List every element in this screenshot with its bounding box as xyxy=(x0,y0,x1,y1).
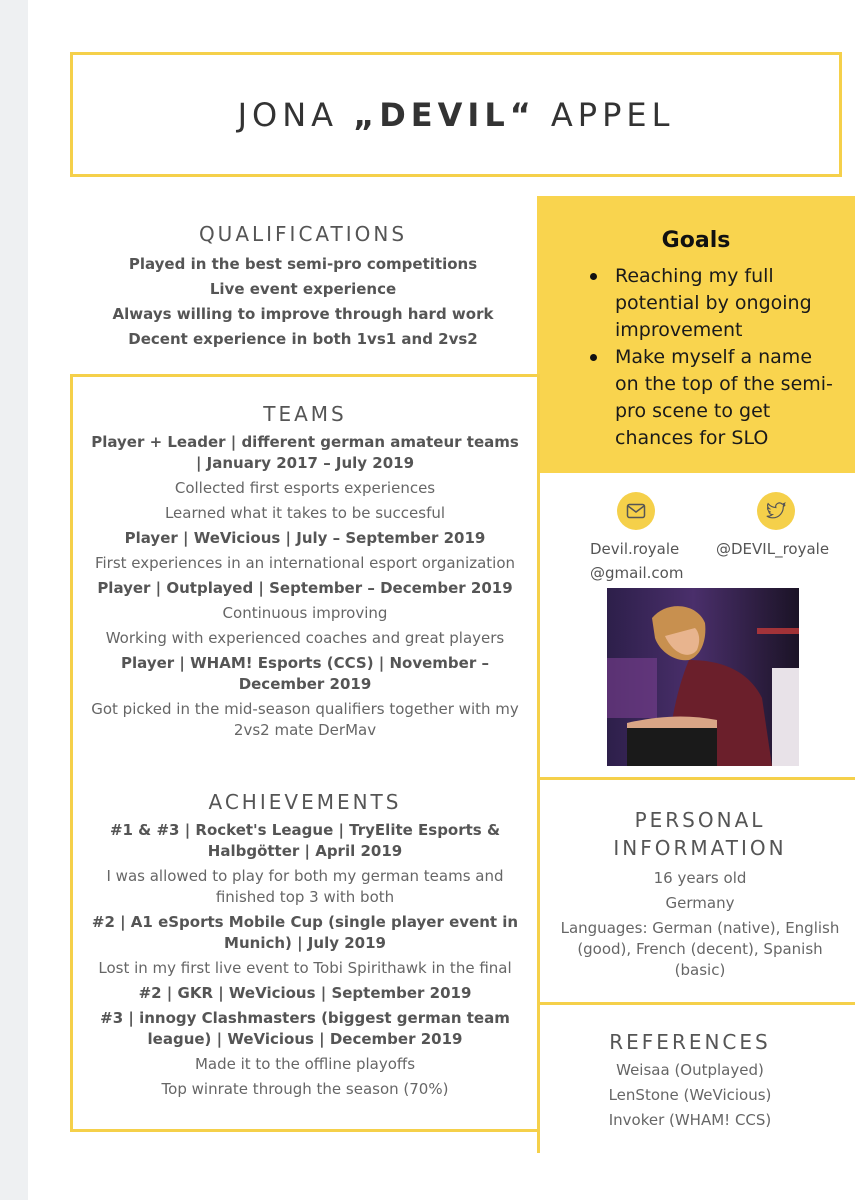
nickname: DEVIL xyxy=(379,95,510,134)
references-section xyxy=(560,1030,820,1131)
achievement-detail: Top winrate through the season (70%) xyxy=(161,1080,449,1098)
first-name: JONA xyxy=(237,95,354,134)
languages: Languages: German (native), English (good), French (decent), Spanish (basic) xyxy=(560,919,840,979)
country: Germany xyxy=(665,894,735,912)
twitter-bird-icon[interactable] xyxy=(757,492,795,530)
teams-title: TEAMS xyxy=(263,402,347,426)
reference-item: LenStone (WeVicious) xyxy=(608,1086,772,1104)
achievements-title: ACHIEVEMENTS xyxy=(208,790,402,814)
achievement-detail: Made it to the offline playoffs xyxy=(194,1055,416,1073)
achievement-heading: #3 | innogy Clashmasters (biggest german team league) | WeVicious | December 2019 xyxy=(100,1009,510,1048)
team-detail: Working with experienced coaches and great players xyxy=(105,629,505,647)
team-detail: First experiences in an international esport organization xyxy=(94,554,516,572)
achievement-detail: Lost in my first live event to Tobi Spirithawk in the final xyxy=(98,959,512,977)
goals-box xyxy=(537,196,855,473)
references-title: REFERENCES xyxy=(609,1030,771,1054)
mail-icon[interactable] xyxy=(617,492,655,530)
nickname-close-quote: “ xyxy=(509,95,536,134)
qualifications-section xyxy=(70,222,536,352)
goals-list xyxy=(537,263,855,452)
team-detail: Learned what it takes to be succesful xyxy=(164,504,446,522)
divider-horizontal xyxy=(537,1002,855,1005)
header-box xyxy=(70,52,842,177)
personal-information-section xyxy=(560,806,840,981)
team-detail: Continuous improving xyxy=(222,604,388,622)
qualification-item: Always willing to improve through hard work xyxy=(112,305,494,323)
achievement-detail: I was allowed to play for both my german teams and finished top 3 with both xyxy=(106,867,504,906)
last-name: APPEL xyxy=(535,95,675,134)
twitter-handle[interactable]: @DEVIL_royale xyxy=(716,540,830,558)
team-heading: Player + Leader | different german amateur teams | January 2017 – July 2019 xyxy=(91,433,519,472)
qualifications-title: QUALIFICATIONS xyxy=(198,222,408,246)
personal-title-line2: INFORMATION xyxy=(613,836,787,860)
qualification-item: Played in the best semi-pro competitions xyxy=(128,255,478,273)
page-margin-strip xyxy=(0,0,28,1200)
age: 16 years old xyxy=(653,869,747,887)
goals-title: Goals xyxy=(661,228,731,253)
page-title xyxy=(238,96,675,134)
email-line: Devil.royale xyxy=(590,540,680,558)
achievement-heading: #2 | GKR | WeVicious | September 2019 xyxy=(138,984,472,1002)
qualification-item: Decent experience in both 1vs1 and 2vs2 xyxy=(128,330,478,348)
personal-title-line1: PERSONAL xyxy=(634,808,766,832)
email-line: @gmail.com xyxy=(590,564,684,582)
achievement-heading: #2 | A1 eSports Mobile Cup (single player event in Munich) | July 2019 xyxy=(91,913,519,952)
team-detail: Got picked in the mid-season qualifiers together with my 2vs2 mate DerMav xyxy=(91,700,519,739)
reference-item: Invoker (WHAM! CCS) xyxy=(608,1111,772,1129)
team-heading: Player | Outplayed | September – December 2019 xyxy=(97,579,513,597)
team-heading: Player | WHAM! Esports (CCS) | November – December 2019 xyxy=(121,654,489,693)
goal-item: Make myself a name on the top of the semi-pro scene to get chances for SLO xyxy=(615,344,840,452)
nickname-open-quote: „ xyxy=(353,95,380,134)
divider-horizontal xyxy=(537,777,855,780)
goal-item: Reaching my full potential by ongoing improvement xyxy=(615,263,840,344)
team-heading: Player | WeVicious | July – September 2019 xyxy=(124,529,486,547)
team-detail: Collected first esports experiences xyxy=(174,479,436,497)
achievement-heading: #1 & #3 | Rocket's League | TryElite Esports & Halbgötter | April 2019 xyxy=(109,821,501,860)
email-address[interactable] xyxy=(590,537,683,585)
divider-vertical xyxy=(537,473,540,1153)
teams-section xyxy=(88,402,522,741)
profile-photo xyxy=(607,588,799,766)
qualification-item: Live event experience xyxy=(209,280,397,298)
reference-item: Weisaa (Outplayed) xyxy=(616,1061,764,1079)
achievements-section xyxy=(88,790,522,1100)
